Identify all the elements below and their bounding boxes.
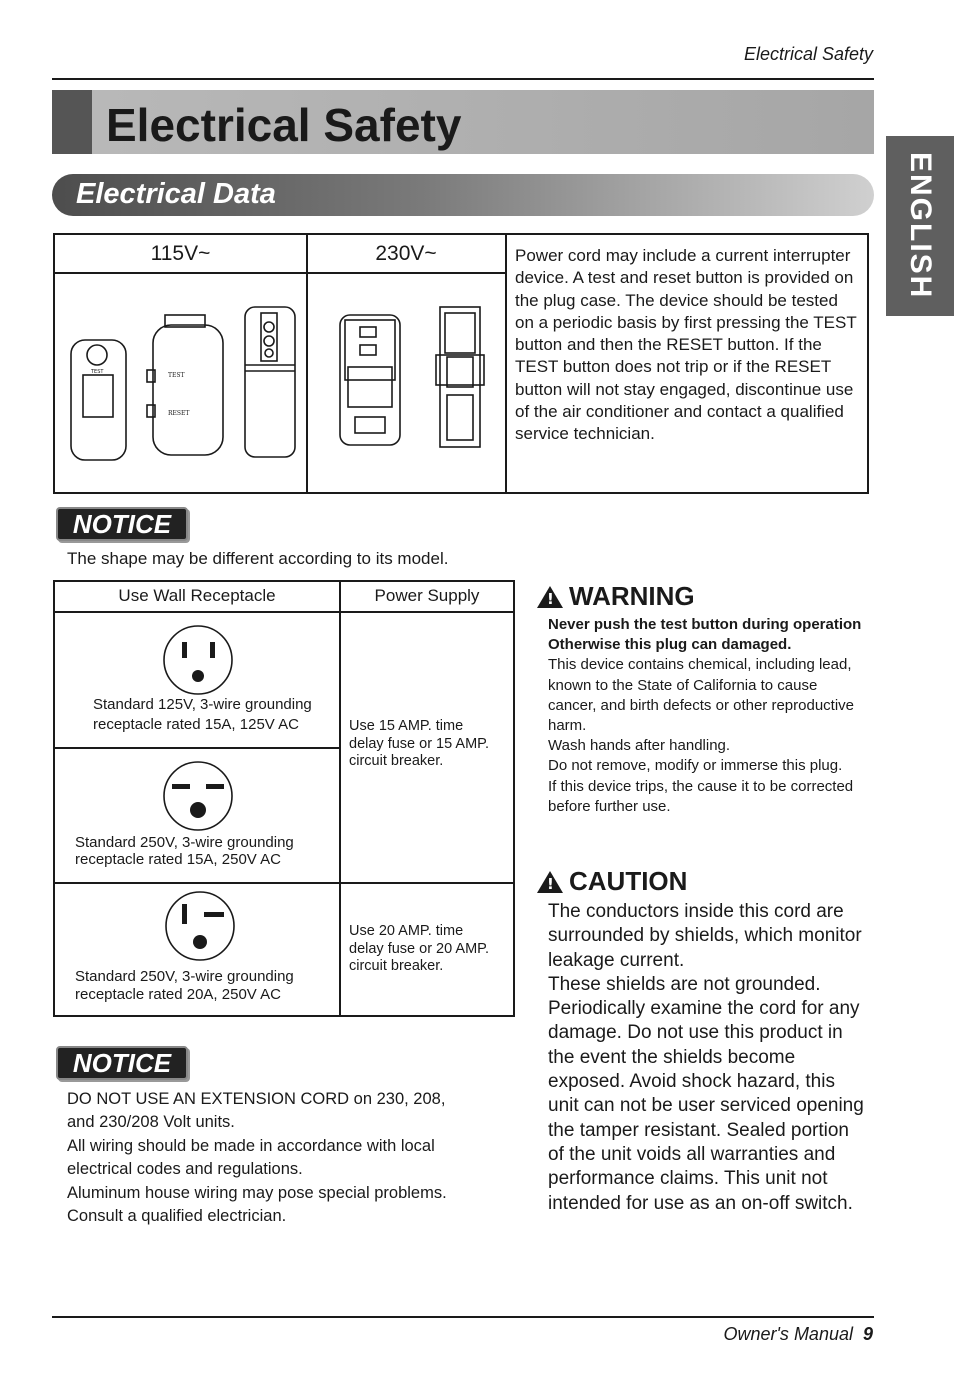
table-divider <box>55 272 506 274</box>
supply-line: delay fuse or 15 AMP. <box>349 735 489 752</box>
caution-body <box>548 900 870 1216</box>
plug-test-label: TEST <box>91 369 104 375</box>
notice-paragraph: Aluminum house wiring may pose special problems. Consult a qualified electrician. <box>67 1184 447 1225</box>
section-subtitle: Electrical Data <box>76 178 276 210</box>
receptacle-250v-15a-icon <box>162 760 234 832</box>
electrical-data-table <box>53 233 869 494</box>
cord-description: Power cord may include a current interrupter device. A test and reset button is provided on the plug case. The device should be tested on a periodic basis by first pressing the TEST button and then the RESET button. If the TEST button does not trip or if the RESET button will not stay engaged, discontinue use of the air conditioner and contact a qualified service technician. <box>515 246 857 444</box>
supply-line: Use 20 AMP. time <box>349 923 464 939</box>
receptacle-desc-line: Standard 125V, 3-wire grounding <box>93 696 312 713</box>
footer-label: Owner's Manual <box>723 1324 853 1344</box>
page-title: Electrical Safety <box>106 99 462 151</box>
supply-line: circuit breaker. <box>349 958 444 974</box>
warning-icon: ! <box>537 586 563 608</box>
table-divider <box>306 235 308 492</box>
page-number: 9 <box>862 1324 873 1344</box>
receptacle-table <box>53 580 515 1017</box>
receptacle-desc-line: receptacle rated 15A, 125V AC <box>93 716 299 733</box>
head-wall-receptacle: Use Wall Receptacle <box>118 586 276 605</box>
table-divider <box>55 611 513 613</box>
warning-title: WARNING <box>569 581 695 611</box>
plug-230v-illustration <box>315 295 505 470</box>
warning-line: Do not remove, modify or immerse this plug. <box>548 757 843 775</box>
warning-bold-line: Never push the test button during operation <box>548 616 862 633</box>
table-divider <box>505 235 507 492</box>
receptacle-125v-icon <box>162 624 234 696</box>
warning-heading <box>537 581 695 612</box>
caution-paragraph: These shields are not grounded. Periodically examine the cord for any damage. Do not use this product in the event the shields become exposed. Avoid shock hazard, this unit can not be user serviced opening the tamper resistant. Sealed portion of the unit voids all warranties and performance claims. This unit not intended for use as an on-off switch. <box>548 973 864 1214</box>
footer-rule <box>52 1316 874 1318</box>
warning-line: If this device trips, the cause it to be corrected before further use. <box>548 777 854 815</box>
warning-line: This device contains chemical, including lead, known to the State of California to cause cancer, and birth defects or other reproductive harm. <box>548 656 855 735</box>
plug-test-label: TEST <box>168 372 185 379</box>
running-header: Electrical Safety <box>743 44 873 64</box>
plug-reset-label: RESET <box>168 410 190 417</box>
table-divider <box>55 747 340 749</box>
header-rule <box>52 78 874 80</box>
supply-line: delay fuse or 20 AMP. <box>349 940 489 957</box>
receptacle-desc-line: Standard 250V, 3-wire grounding <box>75 968 294 985</box>
table-divider <box>339 582 341 1015</box>
warning-body <box>548 615 868 817</box>
table-divider <box>55 882 513 884</box>
receptacle-desc-line: receptacle rated 15A, 250V AC <box>75 851 281 868</box>
col-230v: 230V~ <box>375 242 437 265</box>
language-tab <box>886 136 954 316</box>
notice-badge: NOTICE <box>56 507 188 541</box>
receptacle-desc-line: receptacle rated 20A, 250V AC <box>75 986 281 1003</box>
warning-bold-line: Otherwise this plug can damaged. <box>548 636 792 654</box>
notice-badge: NOTICE <box>56 1046 188 1080</box>
notice-wiring-body <box>67 1088 452 1227</box>
supply-20amp <box>349 923 489 976</box>
title-accent-block <box>52 90 92 154</box>
supply-15amp <box>349 718 489 771</box>
caution-paragraph: The conductors inside this cord are surrounded by shields, which monitor leakage current. <box>548 901 862 971</box>
head-power-supply: Power Supply <box>374 586 480 605</box>
section-subtitle-bar <box>52 174 874 216</box>
receptacle-250v-20a-icon <box>164 890 236 962</box>
footer <box>723 1324 873 1345</box>
col-115v: 115V~ <box>150 242 211 265</box>
notice-paragraph: All wiring should be made in accordance with local electrical codes and regulations. <box>67 1137 435 1178</box>
plug-115v-illustration <box>65 295 305 470</box>
title-bar <box>52 90 874 154</box>
language-tab-label: ENGLISH <box>904 152 937 300</box>
caution-title: CAUTION <box>569 866 688 896</box>
warning-line: Wash hands after handling. <box>548 737 731 755</box>
notice-shape-text: The shape may be different according to its model. <box>67 549 449 568</box>
receptacle-desc-line: Standard 250V, 3-wire grounding <box>75 834 294 851</box>
caution-icon: ! <box>537 871 563 893</box>
supply-line: circuit breaker. <box>349 753 444 769</box>
supply-line: Use 15 AMP. time <box>349 718 464 734</box>
notice-paragraph: DO NOT USE AN EXTENSION CORD on 230, 208, and 230/208 Volt units. <box>67 1090 446 1131</box>
caution-heading <box>537 866 687 897</box>
